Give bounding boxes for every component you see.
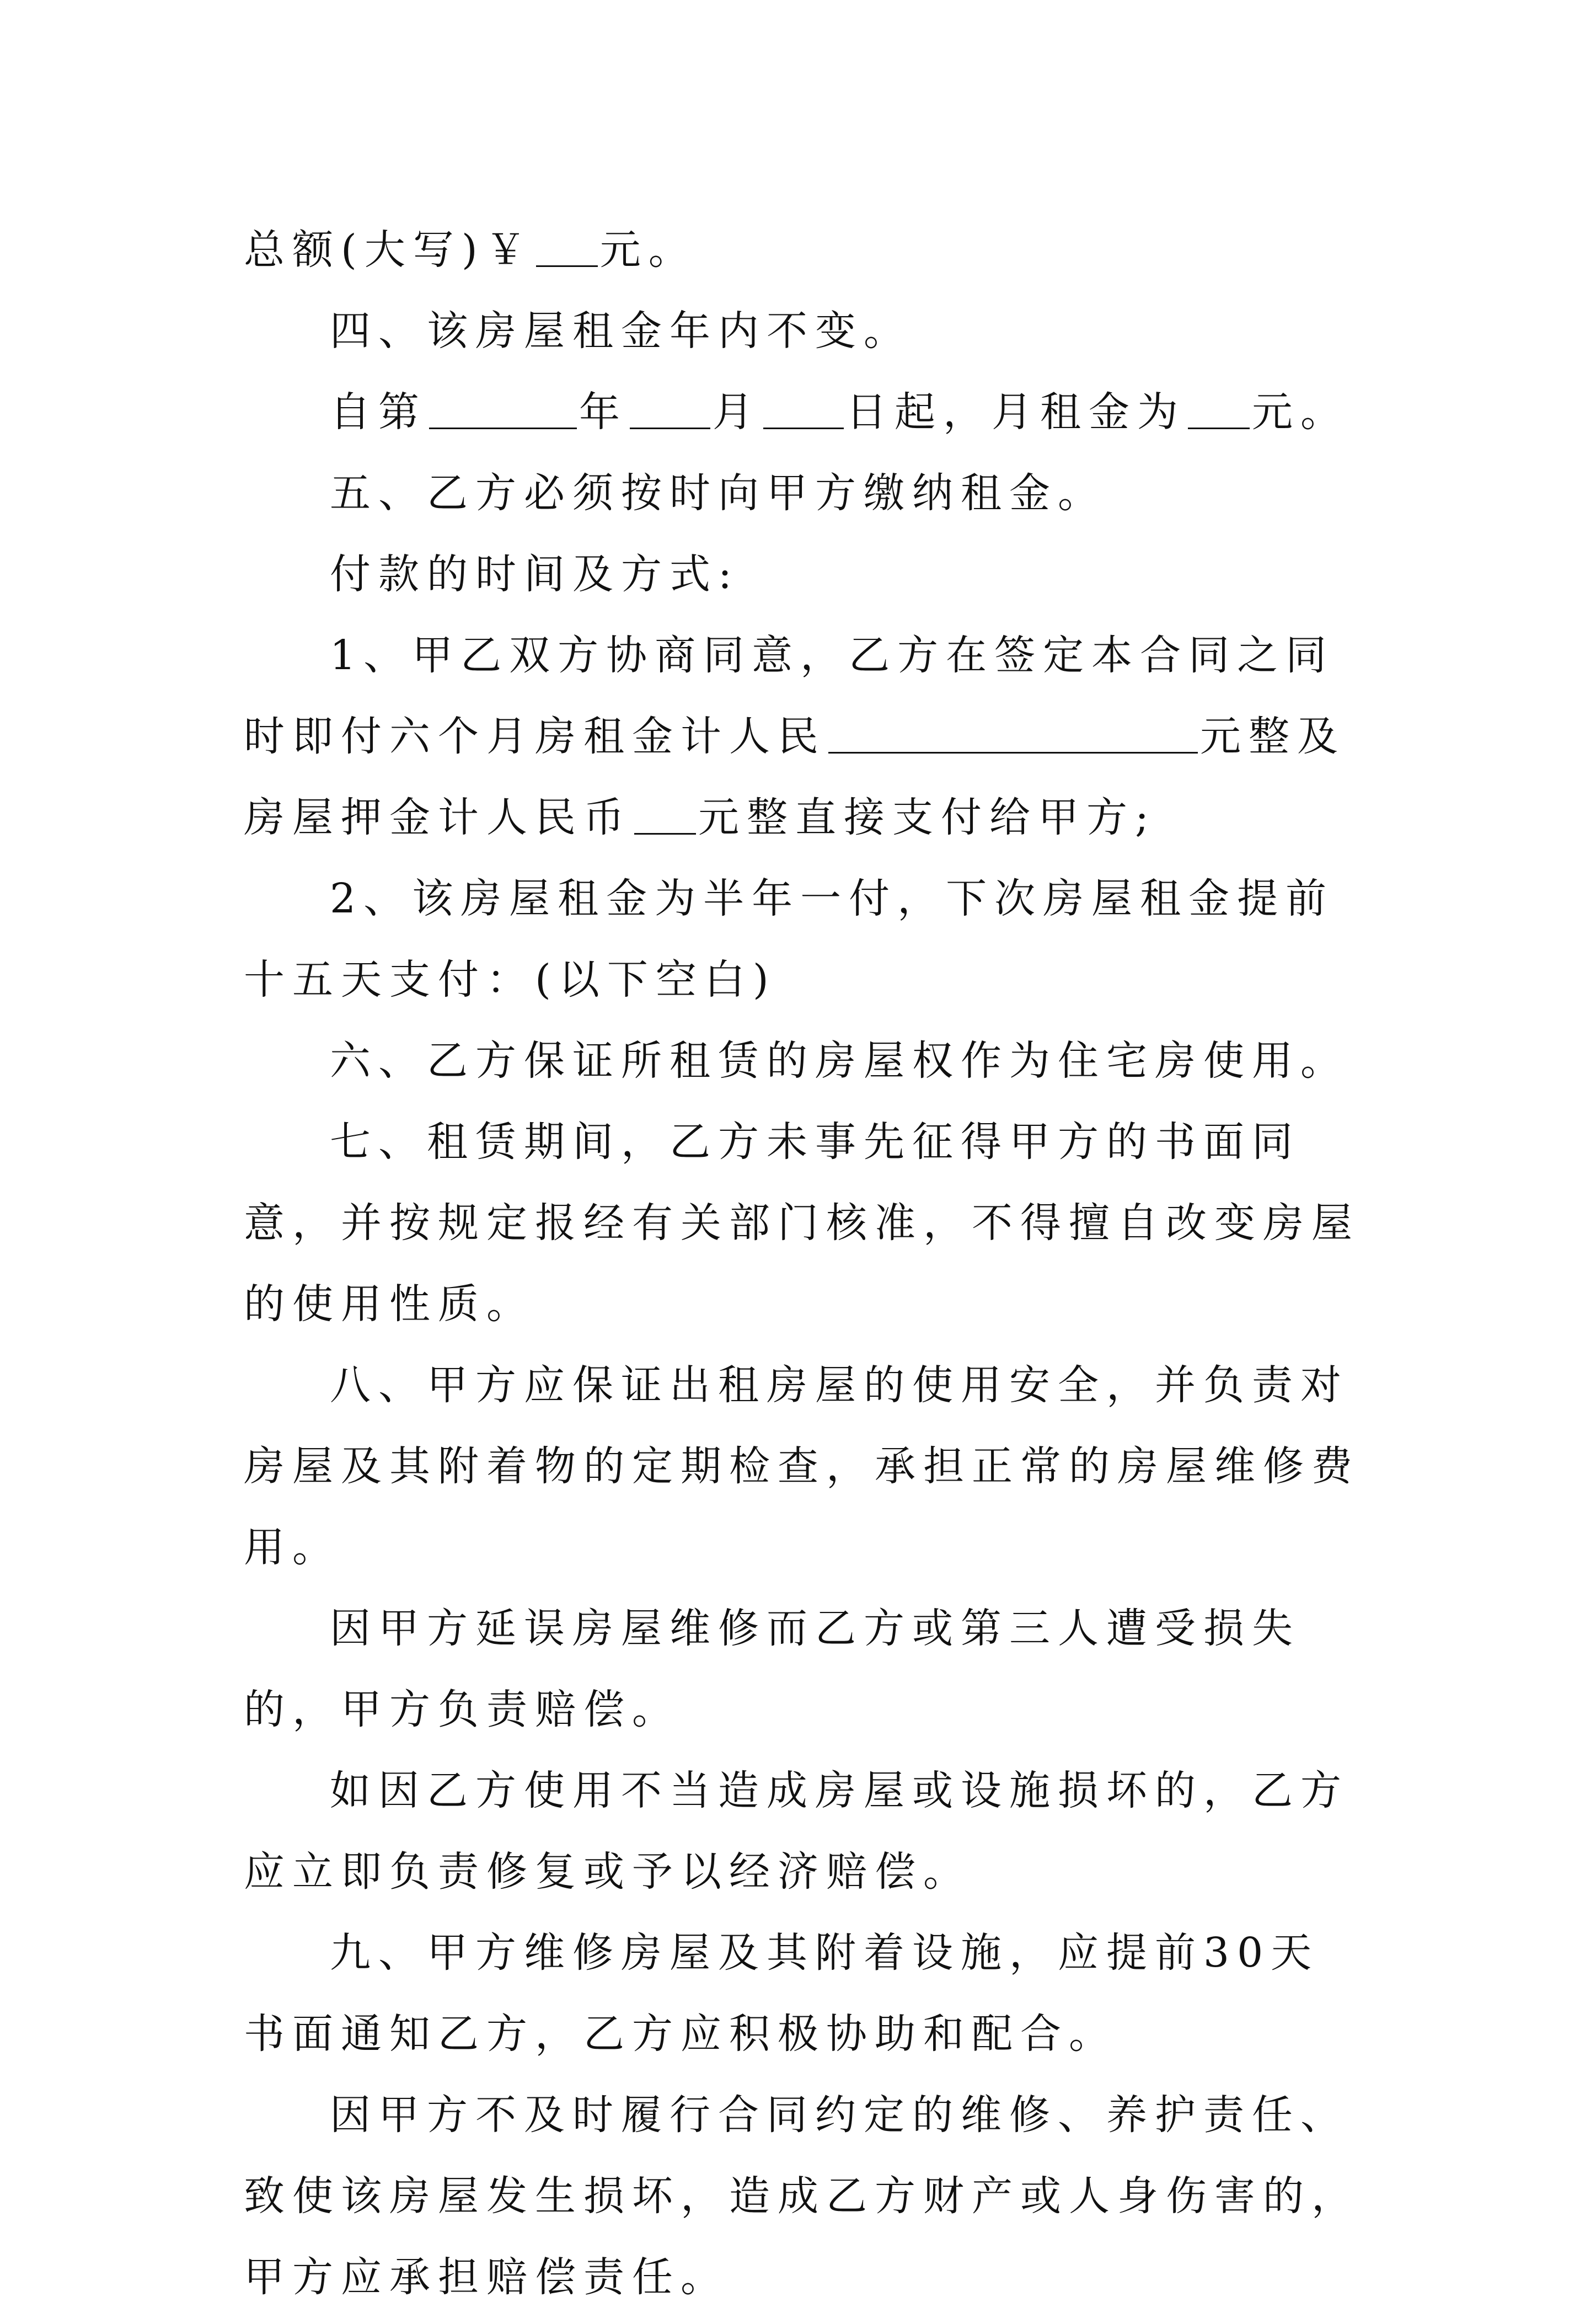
text-segment: 元。 xyxy=(1252,388,1349,436)
fill-blank xyxy=(630,387,710,429)
fill-blank xyxy=(1188,387,1250,429)
text-segment: 日起，月租金为 xyxy=(846,388,1186,436)
text-segment: 六、乙方保证所租赁的房屋权作为住宅房使用。 xyxy=(330,1037,1349,1085)
text-segment: 因甲方不及时履行合同约定的维修、养护责任、致使该房屋发生损坏，造成乙方财产或人身伤害的，甲方应承担赔偿责任。 xyxy=(244,2091,1360,2301)
text-segment: 1、甲乙双方协商同意，乙方在签定本合同之同时即付六个月房租金计人民 xyxy=(244,632,1335,760)
paragraph-payment-method xyxy=(244,534,1361,615)
text-segment: 2、该房屋租金为半年一付，下次房屋租金提前十五天支付：(以下空白) xyxy=(244,875,1335,1003)
text-segment: 七、租赁期间，乙方未事先征得甲方的书面同意，并按规定报经有关部门核准，不得擅自改变房屋的使用性质。 xyxy=(244,1118,1360,1328)
fill-blank xyxy=(429,387,577,429)
document-body xyxy=(244,210,1361,2318)
fill-blank xyxy=(763,387,844,429)
fill-blank xyxy=(634,792,696,835)
text-segment: 年 xyxy=(579,388,628,436)
paragraph-clause-7 xyxy=(244,1102,1361,1345)
text-segment: 元整及房屋押金计人民币 xyxy=(244,713,1346,841)
text-segment: 四、该房屋租金年内不变。 xyxy=(330,307,912,355)
paragraph-clause-5 xyxy=(244,453,1361,534)
paragraph-clause-8-b xyxy=(244,1750,1361,1913)
text-segment: 八、甲方应保证出租房屋的使用安全，并负责对房屋及其附着物的定期检查，承担正常的房屋维修费用。 xyxy=(244,1361,1360,1571)
text-segment: 月 xyxy=(713,388,761,436)
text-segment: 因甲方延误房屋维修而乙方或第三人遭受损失的，甲方负责赔偿。 xyxy=(244,1605,1300,1733)
paragraph-total-amount xyxy=(244,210,1361,291)
text-segment: 总额(大写)￥ xyxy=(244,226,534,274)
text-segment: 如因乙方使用不当造成房屋或设施损坏的，乙方应立即负责修复或予以经济赔偿。 xyxy=(244,1767,1349,1895)
fill-blank xyxy=(828,711,1198,754)
paragraph-clause-6 xyxy=(244,1021,1361,1102)
paragraph-clause-9-a xyxy=(244,2075,1361,2318)
paragraph-clause-8-a xyxy=(244,1588,1361,1750)
paragraph-clause-8 xyxy=(244,1345,1361,1588)
paragraph-clause-4 xyxy=(244,291,1361,372)
text-segment: 元整直接支付给甲方; xyxy=(698,794,1156,841)
text-segment: 付款的时间及方式: xyxy=(330,551,740,598)
text-segment: 九、甲方维修房屋及其附着设施，应提前30天书面通知乙方，乙方应积极协助和配合。 xyxy=(244,1929,1320,2058)
paragraph-clause-9 xyxy=(244,1913,1361,2075)
text-segment: 五、乙方必须按时向甲方缴纳租金。 xyxy=(330,469,1106,517)
text-segment: 元。 xyxy=(599,226,697,274)
text-segment: 自第 xyxy=(330,388,427,436)
paragraph-clause-4-from xyxy=(244,372,1361,453)
paragraph-payment-2 xyxy=(244,858,1361,1021)
paragraph-payment-1 xyxy=(244,615,1361,858)
fill-blank xyxy=(536,225,598,267)
